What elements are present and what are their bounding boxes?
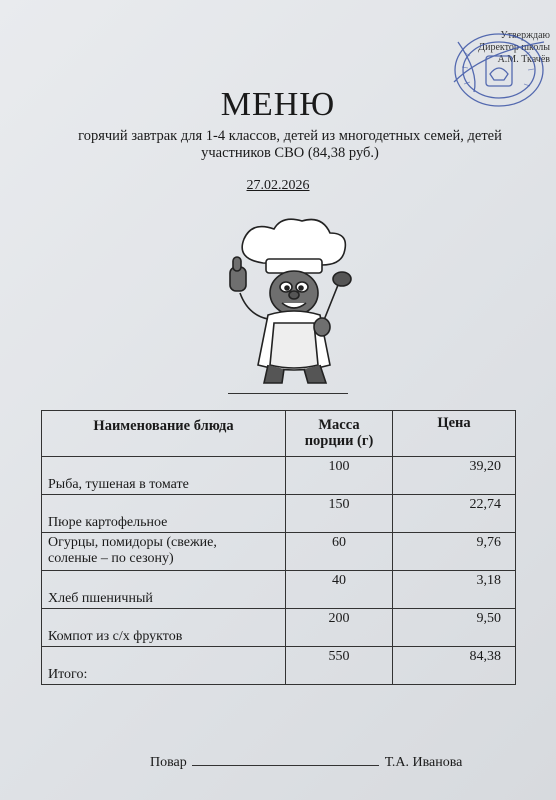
dish-price: 9,76 — [476, 535, 501, 550]
dish-name: Рыба, тушеная в томате — [48, 477, 189, 492]
menu-table — [41, 410, 516, 685]
menu-date: 27.02.2026 — [246, 178, 310, 193]
price-cell — [393, 457, 516, 495]
subtitle-line-1: горячий завтрак для 1-4 классов, детей из многодетных семей, детей — [78, 128, 502, 144]
approval-line-3: А.М. Ткачёв — [497, 54, 550, 65]
menu-subtitle — [40, 128, 540, 162]
dish-name: Пюре картофельное — [48, 515, 168, 530]
price-cell — [393, 571, 516, 609]
price-cell — [393, 495, 516, 533]
portion-mass: 40 — [332, 573, 346, 588]
price-cell — [393, 609, 516, 647]
dish-price: 3,18 — [476, 573, 501, 588]
price-cell — [393, 533, 516, 571]
table-header-row — [42, 411, 516, 457]
header-mass-line-1: Масса — [318, 417, 360, 433]
table-total-row — [42, 647, 516, 685]
dish-price: 39,20 — [469, 459, 501, 474]
signature-blank — [192, 753, 379, 766]
dish-price: 9,50 — [476, 611, 501, 626]
total-label: Итого: — [48, 667, 88, 682]
total-mass: 550 — [328, 649, 350, 664]
table-row — [42, 495, 516, 533]
dish-name — [48, 535, 217, 567]
header-dish-name: Наименование блюда — [42, 411, 286, 457]
signature-line — [150, 753, 462, 771]
table-row — [42, 571, 516, 609]
dish-name-cell — [42, 457, 286, 495]
chef-illustration-icon — [218, 215, 363, 390]
dish-name: Хлеб пшеничный — [48, 591, 153, 606]
total-price: 84,38 — [469, 649, 501, 664]
portion-mass: 60 — [332, 535, 346, 550]
total-mass-cell — [286, 647, 393, 685]
signature-name: Т.А. Иванова — [384, 755, 463, 770]
approval-line-1: Утверждаю — [500, 30, 550, 41]
total-label-cell — [42, 647, 286, 685]
mass-cell — [286, 495, 393, 533]
signature-role: Повар — [150, 755, 187, 770]
subtitle-line-2: участников СВО (84,38 руб.) — [201, 145, 379, 161]
portion-mass: 200 — [328, 611, 350, 626]
dish-price: 22,74 — [469, 497, 501, 512]
mass-cell — [286, 457, 393, 495]
portion-mass: 100 — [328, 459, 350, 474]
dish-name: Компот из с/х фруктов — [48, 629, 183, 644]
table-row — [42, 457, 516, 495]
table-row — [42, 609, 516, 647]
illustration-underline — [228, 393, 348, 394]
dish-name-cell — [42, 495, 286, 533]
dish-name-cell — [42, 609, 286, 647]
mass-cell — [286, 533, 393, 571]
header-price: Цена — [393, 411, 516, 457]
dish-name-cell — [42, 571, 286, 609]
dish-name-line-1: Огурцы, помидоры (свежие, — [48, 535, 217, 550]
table-row — [42, 533, 516, 571]
page-title: МЕНЮ — [220, 86, 336, 123]
header-portion-mass — [286, 411, 393, 457]
dish-name-cell — [42, 533, 286, 571]
approval-line-2: Директор школы — [478, 42, 550, 53]
header-mass-line-2: порции (г) — [304, 433, 374, 449]
mass-cell — [286, 571, 393, 609]
portion-mass: 150 — [328, 497, 350, 512]
total-price-cell — [393, 647, 516, 685]
mass-cell — [286, 609, 393, 647]
dish-name-line-2: соленые – по сезону) — [48, 551, 174, 566]
